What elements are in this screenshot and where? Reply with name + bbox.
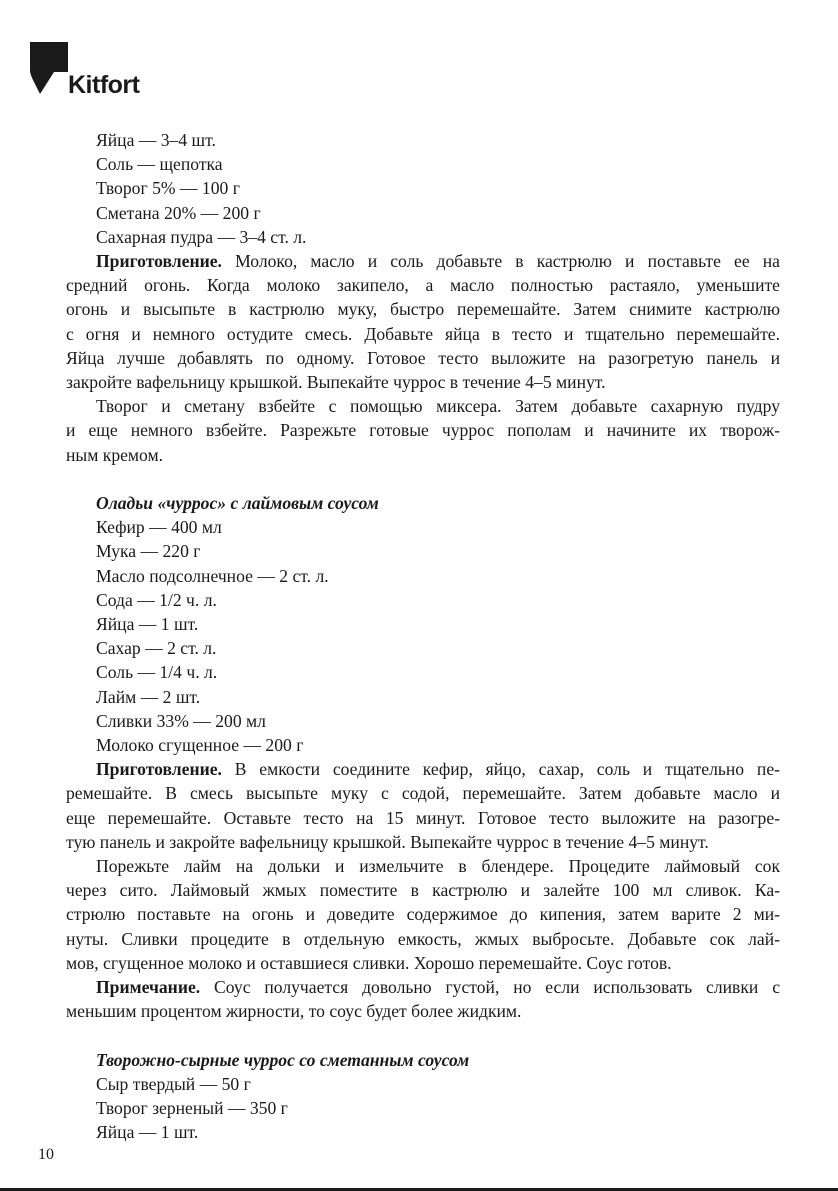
- ingredient-line: Мука — 220 г: [96, 541, 201, 562]
- recipe2-note-paragraph: [66, 975, 780, 1023]
- recipe3-ingredients-list: [66, 1072, 780, 1145]
- note-label: Примечание.: [96, 977, 201, 998]
- ingredient-line: Сахар — 2 ст. л.: [96, 638, 217, 659]
- paragraph-line: [66, 757, 780, 781]
- paragraph-line: нуты. Сливки процедите в отдельную емкость, жмых выбросьте. Добавьте сок лай-: [66, 928, 780, 949]
- kitfort-logo: [30, 42, 170, 102]
- ingredient-line: Яйца — 3–4 шт.: [96, 130, 216, 150]
- recipe2-preparation-paragraph: [66, 757, 780, 854]
- ingredient-line: Масло подсолнечное — 2 ст. л.: [96, 565, 329, 586]
- kitfort-logo-mark-icon: [30, 42, 70, 94]
- paragraph-line: ремешайте. В смесь высыпьте муку с содой, перемешайте. Затем добавьте масло и: [66, 783, 780, 804]
- ingredient-line: Яйца — 1 шт.: [96, 614, 199, 635]
- paragraph-text: Соус получается довольно густой, но если использовать сливки с: [214, 977, 780, 998]
- ingredient-line: Сливки 33% — 200 мл: [96, 710, 266, 731]
- paragraph-line: [66, 249, 780, 273]
- intro-preparation-paragraph: [66, 249, 780, 394]
- ingredient-line: Кефир — 400 мл: [96, 517, 222, 538]
- ingredient-line: Яйца — 1 шт.: [96, 1122, 199, 1143]
- preparation-label: Приготовление.: [96, 251, 222, 272]
- recipe-title: Творожно-сырные чуррос со сметанным соусом: [96, 1049, 470, 1070]
- intro-ingredients-list: [66, 128, 780, 249]
- paragraph-line: ным кремом.: [66, 444, 164, 465]
- recipe2-sauce-paragraph: [66, 854, 780, 975]
- ingredient-line: Соль — щепотка: [96, 154, 223, 175]
- brand-name: Kitfort: [68, 71, 140, 99]
- paragraph-line: Яйца лучше добавлять по одному. Готовое тесто выложите на разогретую панель и: [66, 347, 780, 368]
- paragraph-line: тую панель и закройте вафельницу крышкой. Выпекайте чуррос в течение 4–5 минут.: [66, 831, 709, 852]
- paragraph-line: с огня и немного остудите смесь. Добавьте яйца в тесто и тщательно перемешайте.: [66, 323, 780, 344]
- preparation-label: Приготовление.: [96, 759, 222, 780]
- ingredient-line: Творог 5% — 100 г: [96, 178, 240, 199]
- paragraph-line: закройте вафельницу крышкой. Выпекайте чуррос в течение 4–5 минут.: [66, 372, 606, 393]
- ingredient-line: Сметана 20% — 200 г: [96, 202, 261, 223]
- paragraph-line: мов, сгущенное молоко и оставшиеся сливки. Хорошо перемешайте. Соус готов.: [66, 952, 672, 973]
- ingredient-line: Соль — 1/4 ч. л.: [96, 662, 218, 683]
- paragraph-line: [66, 975, 780, 999]
- paragraph-line: меньшим процентом жирности, то соус будет более жидким.: [66, 1001, 522, 1022]
- paragraph-line: еще перемешайте. Оставьте тесто на 15 минут. Готовое тесто выложите на разогре-: [66, 807, 780, 828]
- paragraph-line: через сито. Лаймовый жмых поместите в кастрюлю и залейте 100 мл сливок. Ка-: [66, 880, 780, 901]
- ingredient-line: Творог зерненый — 350 г: [96, 1098, 288, 1119]
- page-number: 10: [38, 1146, 54, 1163]
- ingredient-line: Молоко сгущенное — 200 г: [96, 735, 304, 756]
- paragraph-line: огонь и высыпьте в кастрюлю муку, быстро перемешайте. Затем снимите кастрюлю: [66, 299, 780, 320]
- paragraph-line: Порежьте лайм на дольки и измельчите в блендере. Процедите лаймовый сок: [96, 856, 780, 877]
- ingredient-line: Лайм — 2 шт.: [96, 686, 201, 707]
- recipe-title: Оладьи «чуррос» с лаймовым соусом: [96, 493, 379, 514]
- paragraph-line: Творог и сметану взбейте с помощью миксера. Затем добавьте сахарную пудру: [96, 396, 780, 417]
- paragraph-line: стрюлю поставьте на огонь и доведите содержимое до кипения, затем варите 2 ми-: [66, 904, 780, 925]
- paragraph-text: В емкости соедините кефир, яйцо, сахар, соль и тщательно пе-: [234, 759, 780, 780]
- paragraph-text: Молоко, масло и соль добавьте в кастрюлю и поставьте ее на: [235, 251, 780, 272]
- ingredient-line: Сода — 1/2 ч. л.: [96, 589, 217, 610]
- paragraph-line: средний огонь. Когда молоко закипело, а масло полностью растаяло, уменьшите: [66, 275, 780, 296]
- intro-cream-paragraph: [66, 394, 780, 467]
- ingredient-line: Сыр твердый — 50 г: [96, 1073, 251, 1094]
- paragraph-line: и еще немного взбейте. Разрежьте готовые чуррос пополам и начините их творож-: [66, 420, 780, 441]
- ingredient-line: Сахарная пудра — 3–4 ст. л.: [96, 226, 307, 247]
- page-content: [66, 128, 780, 1145]
- recipe2-ingredients-list: [66, 515, 780, 757]
